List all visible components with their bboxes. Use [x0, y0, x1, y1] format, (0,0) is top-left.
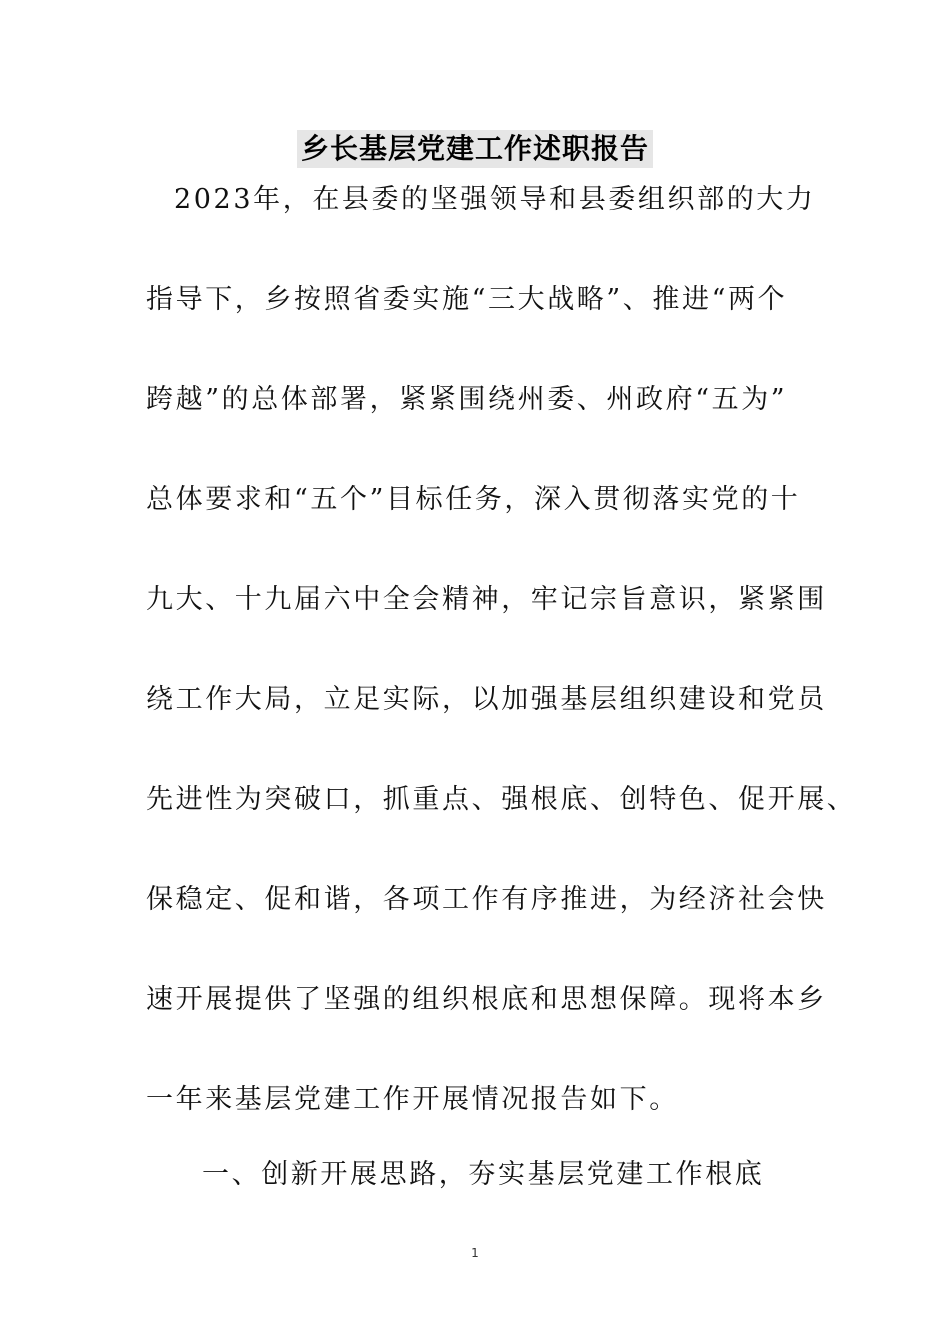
- page-number: 1: [471, 1246, 479, 1260]
- paragraph-line-7: 先进性为突破口，抓重点、强根底、创特色、促开展、: [146, 784, 857, 815]
- paragraph-line-9: 速开展提供了坚强的组织根底和思想保障。现将本乡: [146, 984, 827, 1015]
- paragraph-line-6: 绕工作大局，立足实际，以加强基层组织建设和党员: [146, 684, 827, 715]
- document-title: 乡长基层党建工作述职报告: [297, 130, 653, 168]
- paragraph-line-1: 2023年，在县委的坚强领导和县委组织部的大力: [174, 184, 816, 215]
- paragraph-line-8: 保稳定、促和谐，各项工作有序推进，为经济社会快: [146, 884, 827, 915]
- section-heading: 一、创新开展思路，夯实基层党建工作根底: [202, 1159, 765, 1190]
- paragraph-line-10: 一年来基层党建工作开展情况报告如下。: [146, 1084, 679, 1115]
- paragraph-line-2: 指导下，乡按照省委实施“三大战略”、推进“两个: [146, 284, 788, 315]
- paragraph-line-5: 九大、十九届六中全会精神，牢记宗旨意识，紧紧围: [146, 584, 827, 615]
- title-container: [0, 130, 950, 168]
- paragraph-line-3: 跨越”的总体部署，紧紧围绕州委、州政府“五为”: [146, 384, 788, 415]
- paragraph-line-4: 总体要求和“五个”目标任务，深入贯彻落实党的十: [146, 484, 801, 515]
